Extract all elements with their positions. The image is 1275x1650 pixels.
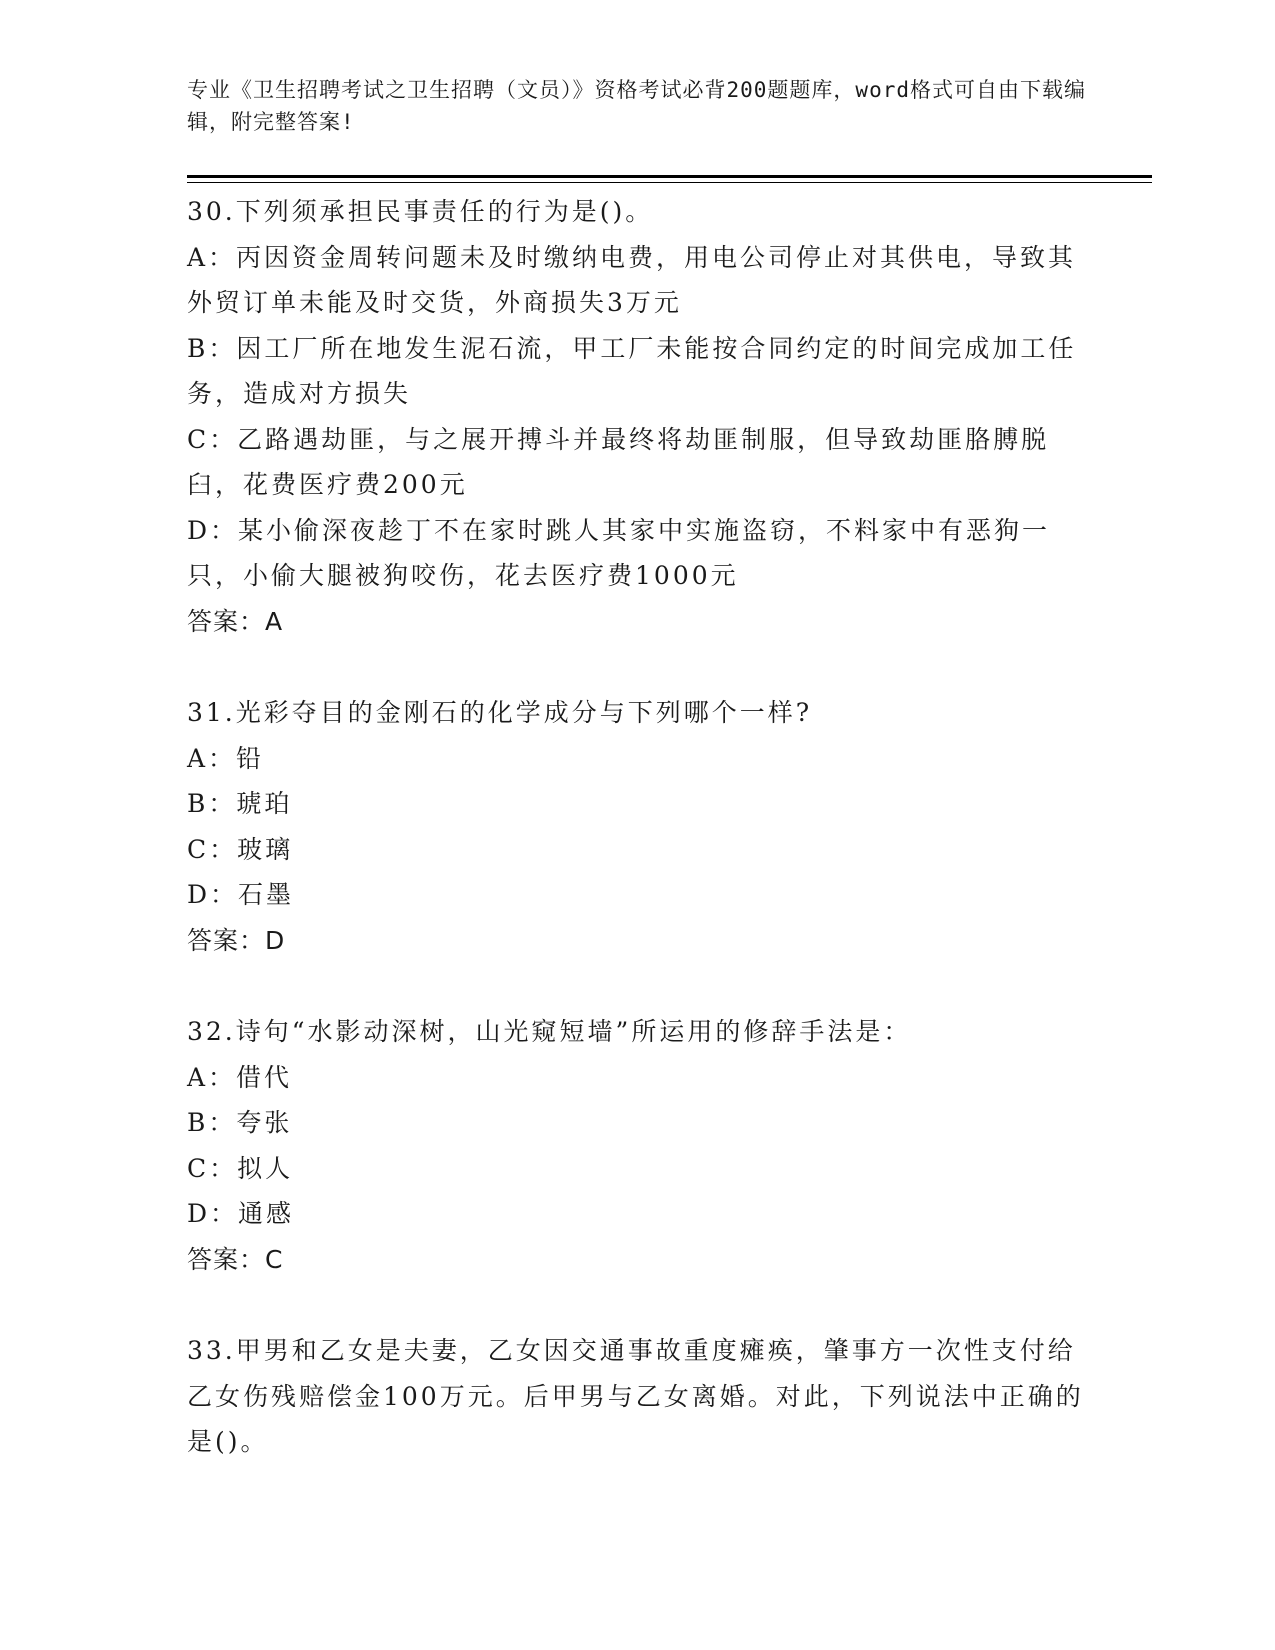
option-b: B：因工厂所在地发生泥石流，甲工厂未能按合同约定的时间完成加工任务，造成对方损失 bbox=[187, 333, 1077, 408]
question-stem: 32.诗句“水影动深树，山光窥短墙”所运用的修辞手法是： bbox=[187, 1017, 912, 1046]
question-stem: 31.光彩夺目的金刚石的化学成分与下列哪个一样? bbox=[187, 698, 813, 727]
option-b: B：琥珀 bbox=[187, 789, 293, 818]
question-30 bbox=[187, 189, 1092, 644]
option-d: D：某小偷深夜趁丁不在家时跳人其家中实施盗窃，不料家中有恶狗一只，小偷大腿被狗咬伤，花去医疗费1000元 bbox=[187, 515, 1051, 590]
option-a: A：铅 bbox=[187, 743, 265, 773]
header-divider-thin bbox=[187, 182, 1152, 183]
option-c: C：乙路遇劫匪，与之展开搏斗并最终将劫匪制服，但导致劫匪胳膊脱臼，花费医疗费200元 bbox=[187, 424, 1050, 499]
option-c: C：玻璃 bbox=[187, 834, 294, 864]
answer-line: 答案：A bbox=[187, 606, 284, 636]
question-stem: 33.甲男和乙女是夫妻，乙女因交通事故重度瘫痪，肇事方一次性支付给乙女伤残赔偿金100万元。后甲男与乙女离婚。对此，下列说法中正确的是()。 bbox=[187, 1336, 1084, 1456]
question-31 bbox=[187, 690, 1092, 963]
document-header: 专业《卫生招聘考试之卫生招聘（文员）》资格考试必背200题题库，word格式可自由下载编辑，附完整答案! bbox=[187, 78, 1086, 134]
option-b: B：夸张 bbox=[187, 1108, 293, 1137]
option-a: A：借代 bbox=[187, 1062, 293, 1092]
header-divider-thick bbox=[187, 175, 1152, 178]
question-33 bbox=[187, 1328, 1092, 1465]
answer-line: 答案：C bbox=[187, 1244, 284, 1274]
question-stem: 30.下列须承担民事责任的行为是()。 bbox=[187, 197, 654, 226]
option-a: A：丙因资金周转问题未及时缴纳电费，用电公司停止对其供电，导致其外贸订单未能及时交货，外商损失3万元 bbox=[187, 242, 1077, 317]
option-c: C：拟人 bbox=[187, 1153, 294, 1183]
question-32 bbox=[187, 1009, 1092, 1282]
question-list bbox=[187, 189, 1092, 1511]
option-d: D：通感 bbox=[187, 1199, 295, 1228]
answer-line: 答案：D bbox=[187, 925, 286, 955]
option-d: D：石墨 bbox=[187, 880, 295, 909]
